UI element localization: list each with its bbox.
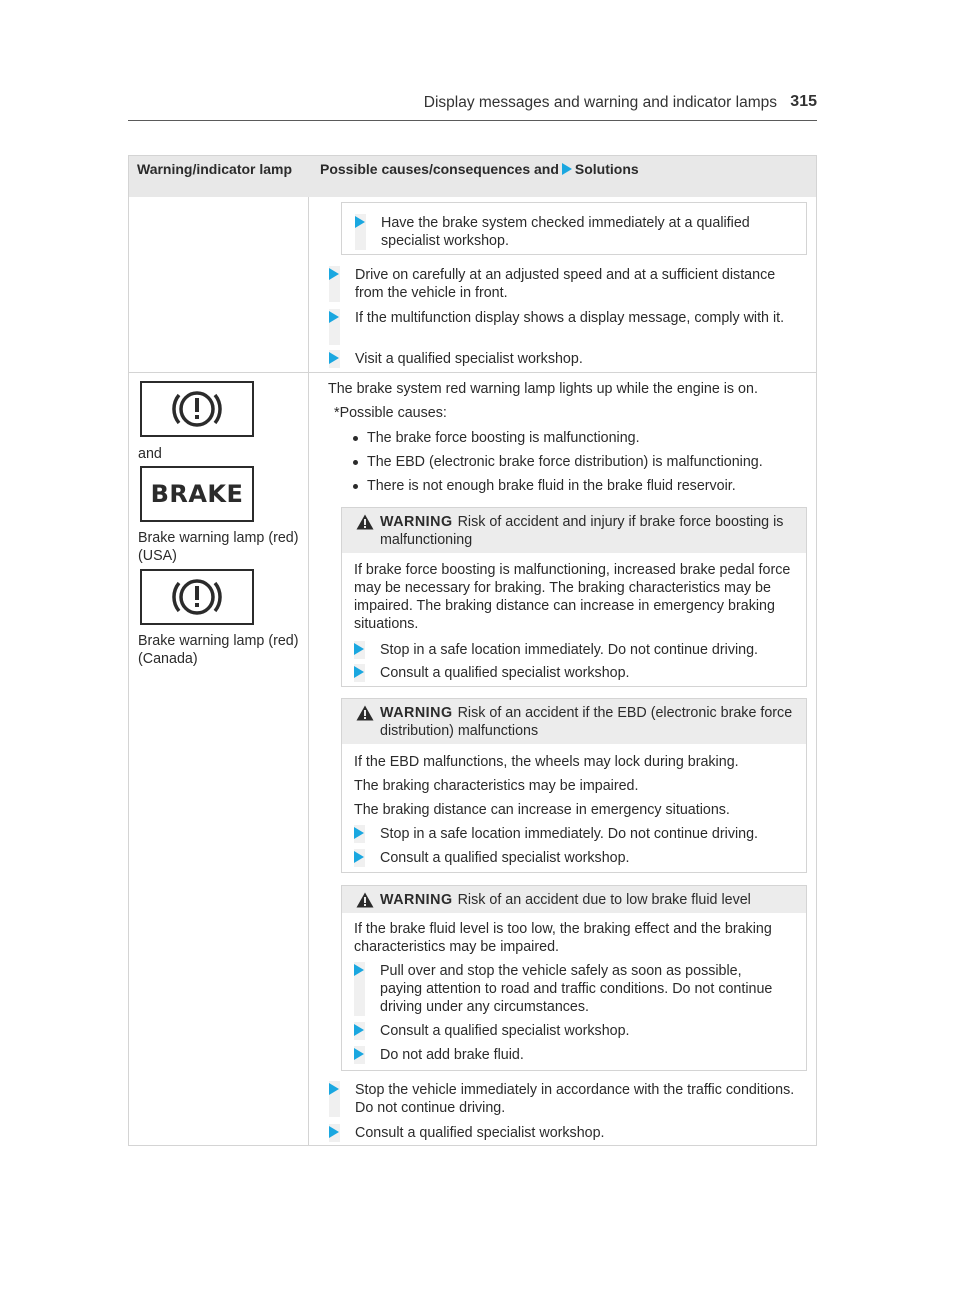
warning-title: [380, 513, 795, 549]
step-item: [329, 266, 809, 302]
brake-warning-lamp-canada-icon: [140, 569, 254, 625]
step-text: Consult a qualified specialist workshop.: [380, 1023, 630, 1039]
step-text: Have the brake system checked immediately at a qualified specialist workshop.: [381, 215, 750, 249]
row-divider: [129, 372, 816, 373]
header-solutions-text: Solutions: [574, 161, 639, 177]
warning-body: If the EBD malfunctions, the wheels may lock during braking.: [354, 754, 739, 770]
step-text: If the multifunction display shows a display message, comply with it.: [355, 310, 785, 326]
step-item: [354, 641, 794, 659]
step-item: [354, 825, 794, 843]
column-header-causes: [320, 161, 639, 178]
boxed-step-container: [341, 202, 807, 255]
warning-triangle-icon: [356, 514, 374, 530]
warning-box: [341, 507, 807, 687]
step-item: [354, 1046, 794, 1064]
step-text: Consult a qualified specialist workshop.: [380, 665, 630, 681]
warning-title-text: Risk of accident and injury if brake force boosting is malfunctioning: [380, 514, 784, 548]
arrow-right-icon: [354, 851, 364, 863]
step-item: [329, 1124, 809, 1142]
arrow-right-icon: [354, 1048, 364, 1060]
column-header-lamp: Warning/indicator lamp: [137, 161, 293, 177]
warning-title: [380, 891, 795, 909]
possible-causes-label: *Possible causes:: [334, 405, 447, 421]
bullet-dot: [353, 436, 358, 441]
page-header: [128, 92, 817, 121]
warning-box: [341, 698, 807, 873]
step-item: [329, 350, 809, 368]
step-text: Do not add brake fluid.: [380, 1047, 524, 1063]
step-item: [354, 1022, 794, 1040]
arrow-right-icon: [354, 666, 364, 678]
warning-triangle-icon: [356, 705, 374, 721]
arrow-right-icon: [354, 643, 364, 655]
cause-text: There is not enough brake fluid in the brake fluid reservoir.: [367, 478, 736, 494]
warning-box: [341, 885, 807, 1071]
cause-text: The EBD (electronic brake force distribution) is malfunctioning.: [367, 454, 763, 470]
warning-header: [342, 699, 806, 744]
arrow-right-icon: [329, 1126, 339, 1138]
brake-lamp-text: BRAKE: [150, 480, 244, 508]
lamp-usa-label: Brake warning lamp (red) (USA): [138, 530, 299, 564]
warning-title-text: Risk of an accident if the EBD (electronic brake force distribution) malfunctions: [380, 705, 793, 739]
step-item: [329, 309, 809, 345]
warning-title: [380, 704, 795, 740]
step-item: [354, 849, 794, 867]
brake-warning-lamp-icon: [140, 381, 254, 437]
step-text: Stop in a safe location immediately. Do not continue driving.: [380, 826, 759, 842]
step-text: Consult a qualified specialist workshop.: [380, 850, 630, 866]
warning-body: The braking distance can increase in emergency situations.: [354, 802, 730, 818]
bullet-dot: [353, 484, 358, 489]
warning-label: WARNING: [380, 514, 453, 530]
arrow-right-icon: [355, 216, 365, 228]
step-text: Visit a qualified specialist workshop.: [355, 351, 583, 367]
page-number: 315: [790, 93, 817, 110]
warning-header: [342, 508, 806, 553]
intro-text: The brake system red warning lamp lights up while the engine is on.: [328, 381, 758, 397]
warning-body: The braking characteristics may be impaired.: [354, 778, 639, 794]
step-text: Stop the vehicle immediately in accordance with the traffic conditions. Do not continue driving.: [355, 1082, 795, 1116]
brake-text-lamp-icon: [140, 466, 254, 522]
bullet-dot: [353, 460, 358, 465]
lamp-canada-label: Brake warning lamp (red) (Canada): [138, 633, 299, 667]
warning-triangle-icon: [356, 892, 374, 908]
warning-body: If the brake fluid level is too low, the braking effect and the braking characteristics may be impaired.: [354, 921, 772, 955]
header-causes-text: Possible causes/consequences and: [320, 161, 559, 177]
step-item: [329, 1081, 809, 1117]
table-header-row: [129, 156, 816, 197]
warning-label: WARNING: [380, 892, 453, 908]
column-divider: [308, 197, 309, 1145]
warning-body: If brake force boosting is malfunctioning, increased brake pedal force may be necessary for braking. The braking characteristics may be impaired. The braking distance can increase in emergency braking situations.: [354, 562, 791, 632]
warning-label: WARNING: [380, 705, 453, 721]
cause-text: The brake force boosting is malfunctioning.: [367, 430, 640, 446]
lamp-and-label: and: [138, 446, 162, 462]
step-text: Consult a qualified specialist workshop.: [355, 1125, 605, 1141]
arrow-right-icon: [354, 964, 364, 976]
header-title: Display messages and warning and indicator lamps: [423, 94, 777, 111]
step-item: [354, 664, 794, 682]
arrow-right-icon: [354, 827, 364, 839]
step-item: [355, 214, 795, 250]
step-text: Pull over and stop the vehicle safely as soon as possible, paying attention to road and traffic conditions. Do not continue driving under any circumstances.: [380, 963, 773, 1015]
warning-lamp-table: [128, 155, 817, 1146]
warning-header: [342, 886, 806, 913]
step-item: [354, 962, 794, 1016]
arrow-right-icon: [329, 311, 339, 323]
step-text: Stop in a safe location immediately. Do not continue driving.: [380, 642, 759, 658]
arrow-right-icon: [329, 268, 339, 280]
arrow-right-icon: [354, 1024, 364, 1036]
warning-title-text: Risk of an accident due to low brake fluid level: [457, 892, 751, 908]
arrow-right-icon: [562, 163, 572, 175]
arrow-right-icon: [329, 1083, 339, 1095]
step-text: Drive on carefully at an adjusted speed and at a sufficient distance from the vehicle in front.: [355, 267, 776, 301]
arrow-right-icon: [329, 352, 339, 364]
